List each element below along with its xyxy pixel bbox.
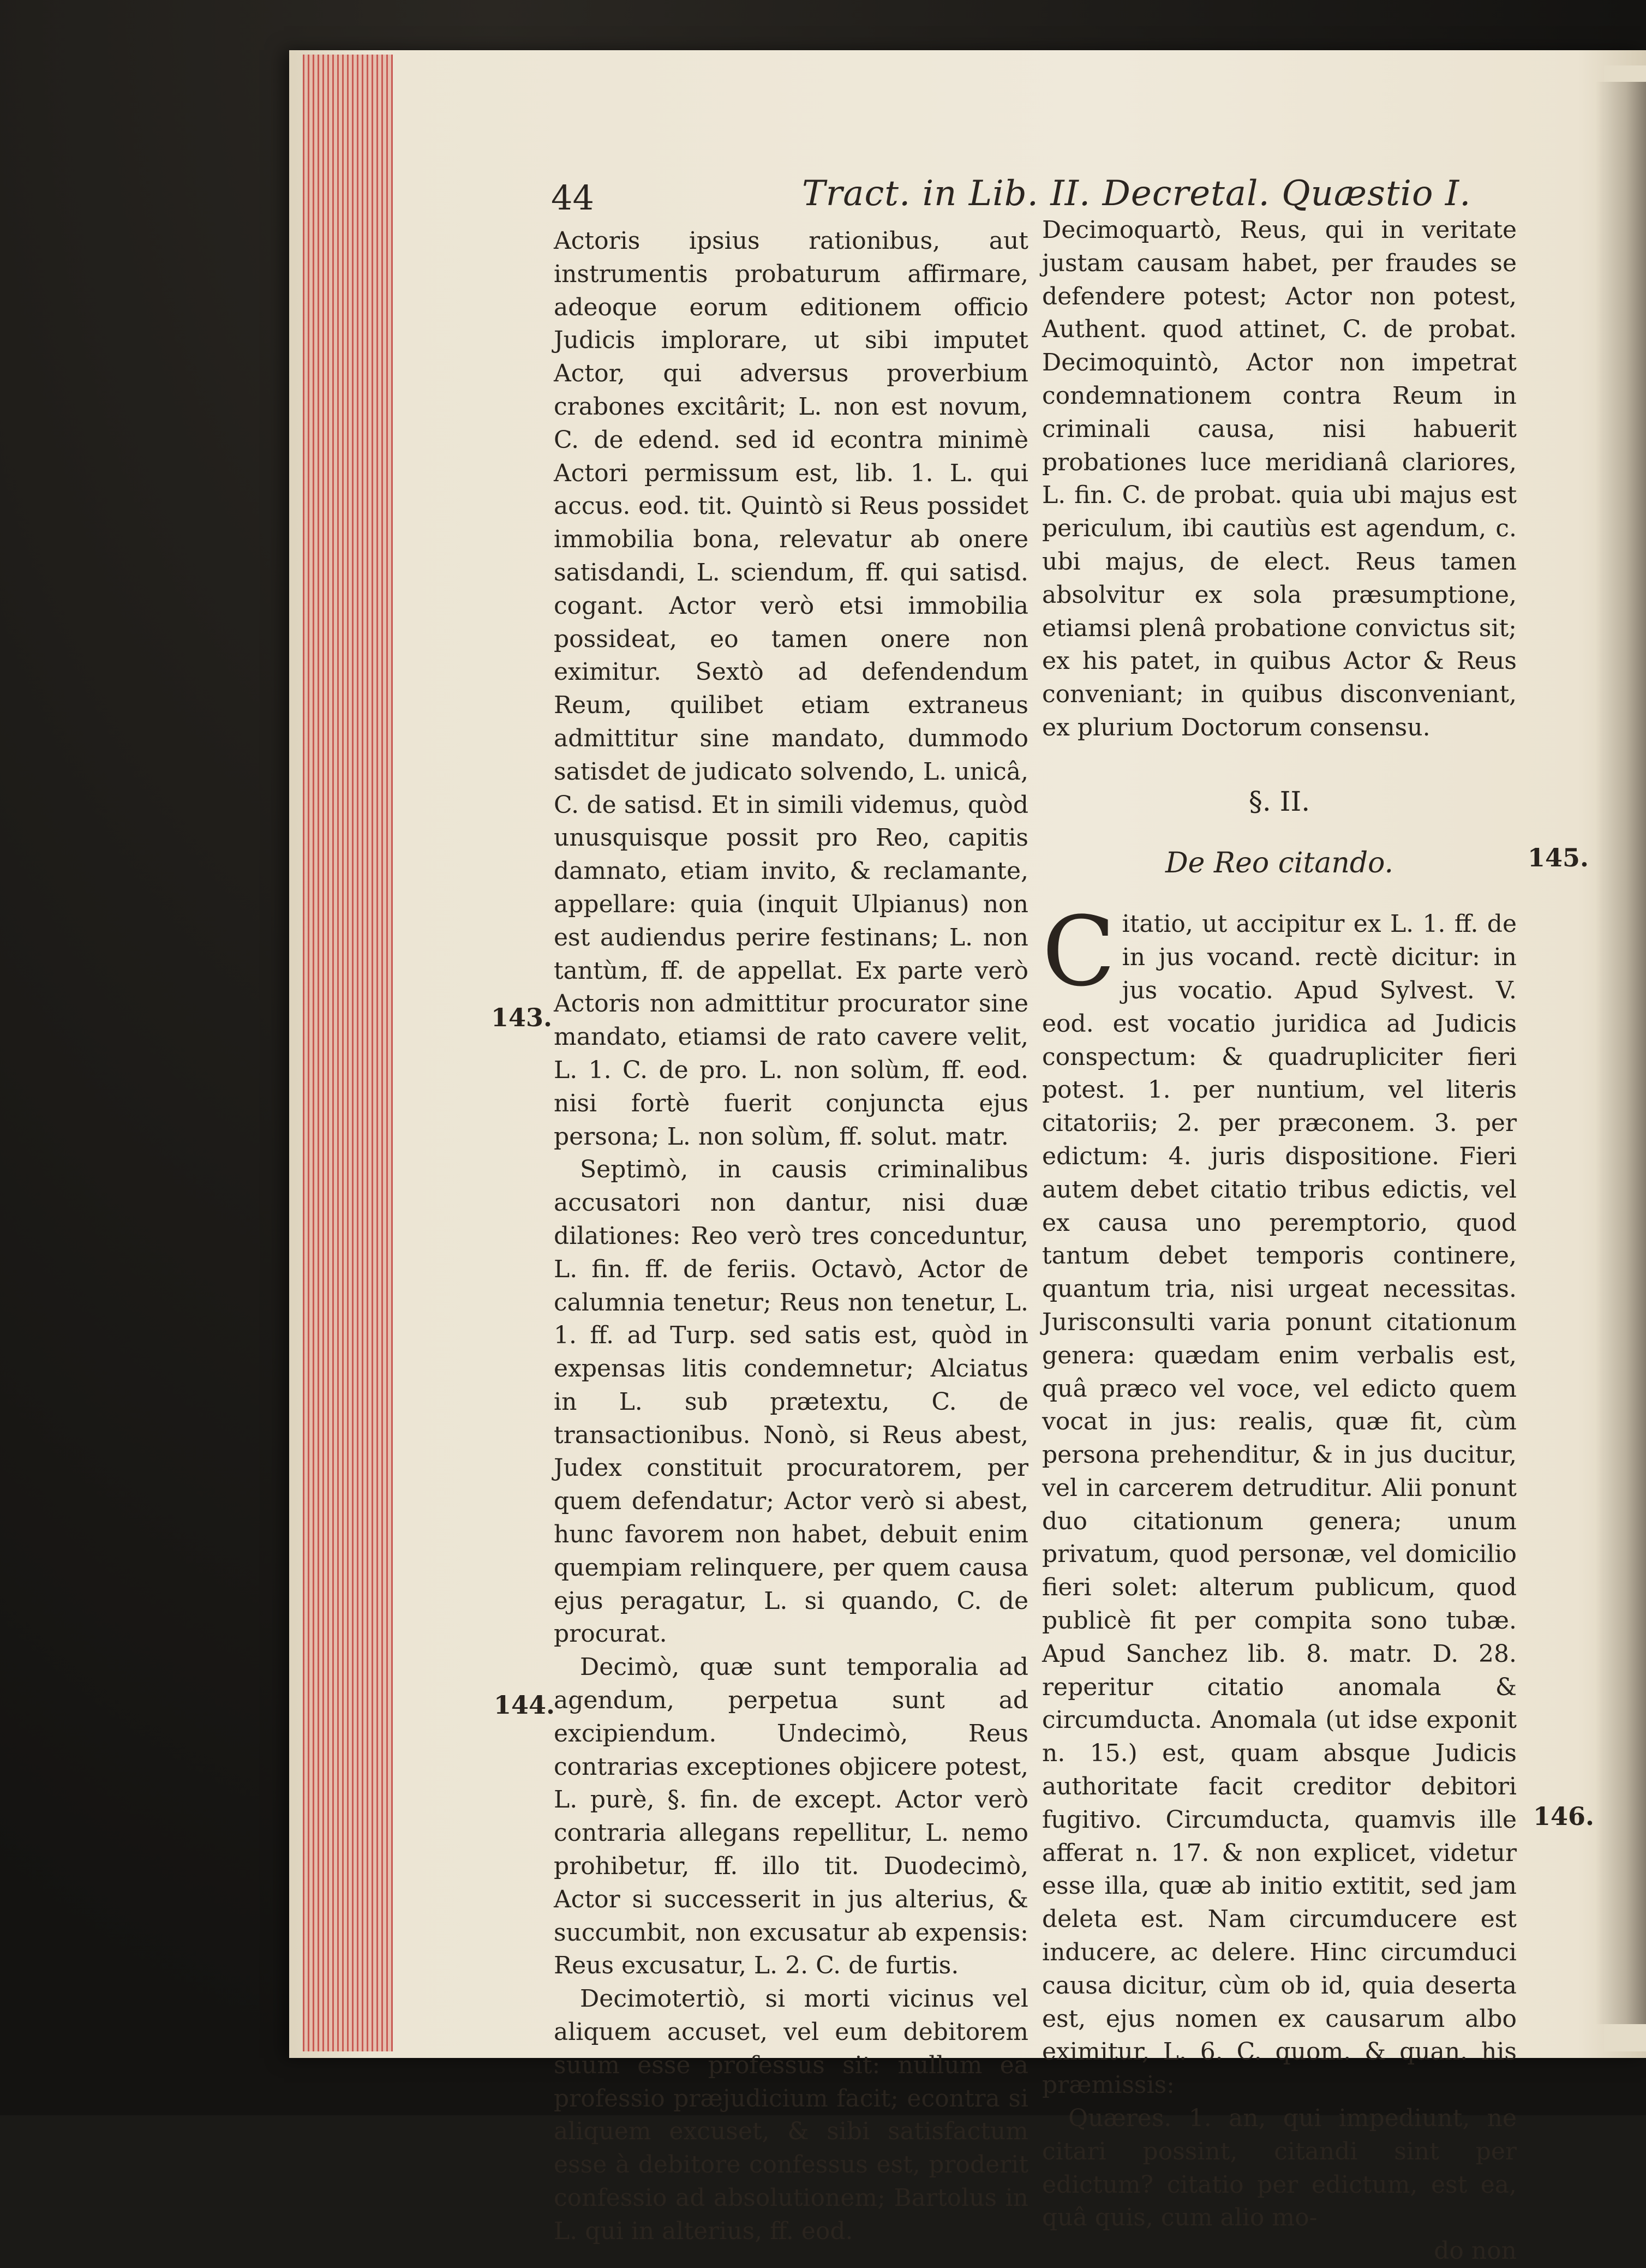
catchword: do non: [1434, 2237, 1517, 2265]
left-paragraph-1: Actoris ipsius rationibus, aut instrumentis probaturum affirmare, adeoque eorum editionem officio Judicis implorare, ut sibi imputet Actor, qui adversus proverbium crabones excitârit; L. non est novum, C. de edend. sed id econtra minimè Actori permissum est, lib. 1. L. qui accus. eod. tit. Quintò si Reus possidet immobilia bona, relevatur ab onere satisdandi, L. sciendum, ff. qui satisd. cogant. Actor verò etsi immobilia possideat, eo tamen onere non eximitur. Sextò ad defendendum Reum, quilibet etiam extraneus admittitur sine mandato, dummodo satisdet de judicato solvendo, L. unicâ, C. de satisd. Et in simili videmus, quòd unusquisque possit pro Reo, capitis damnato, etiam invito, & reclamante, appellare: quia (inquit Ulpianus) non est audiendus perire festinans; L. non tantùm, ff. de appellat. Ex parte verò Actoris non admittitur procurator sine mandato, etiamsi de rato cavere velit, L. 1. C. de pro. L. non solùm, ff. eod. nisi fortè fuerit conjuncta ejus persona; L. non solùm, ff. solut. matr.: [554, 227, 1028, 1151]
section-mark: §. II.: [1248, 785, 1310, 817]
margin-number-144: 144.: [494, 1690, 555, 1720]
running-title: Tract. in Lib. II. Decretal. Quæstio I.: [802, 173, 1471, 214]
quaeres-paragraph: Quæres. 1. an, qui impediunt, ne citari possint, citandi sint per edictum? citatio per edictum, est ea, quâ quis, cum alio mo-: [1042, 2104, 1517, 2232]
right-paragraph-1: Decimoquartò, Reus, qui in veritate justam causam habet, per fraudes se defendere potest; Actor non potest, Authent. quod attinet, C. de probat. Decimoquintò, Actor non impetrat condemnationem contra Reum in criminali causa, nisi habuerit probationes luce meridianâ clariores, L. fin. C. de probat. quia ubi majus est periculum, ibi cautiùs est agendum, c. ubi majus, de elect. Reus tamen absolvitur ex sola præsumptione, etiamsi plenâ probatione convictus sit; ex his patet, in quibus Actor & Reus conveniant; in quibus disconveniant, ex plurium Doctorum consensu.: [1042, 216, 1517, 741]
left-paragraph-3: Decimò, quæ sunt temporalia ad agendum, perpetua sunt ad excipiendum. Undecimò, Reus contrarias exceptiones objicere potest, L. purè, §. fin. de except. Actor verò contraria allegans repellitur, L. nemo prohibetur, ff. illo tit. Duodecimò, Actor si successerit in jus alterius, & succumbit, non excusatur ab expensis: Reus excusatur, L. 2. C. de furtis.: [554, 1653, 1028, 1980]
left-column: [554, 225, 1028, 2248]
left-paragraph-2: Septimò, in causis criminalibus accusatori non dantur, nisi duæ dilationes: Reo verò tres conceduntur, L. fin. ff. de feriis. Octavò, Actor de calumnia tenetur; Reus non tenetur, L. 1. ff. ad Turp. sed satis est, quòd in expensas litis condemnetur; Alciatus in L. sub prætextu, C. de transactionibus. Nonò, si Reus abest, Judex constituit procuratorem, per quem defendatur; Actor verò si abest, hunc favorem non habet, debuit enim quempiam relinquere, per quem causa ejus peragatur, L. si quando, C. de procurat.: [554, 1156, 1028, 1648]
page-number: 44: [551, 178, 594, 218]
red-page-edges: [303, 55, 393, 2051]
section-title: De Reo citando.: [1165, 846, 1394, 879]
citatio-paragraph: Citatio, ut accipitur ex L. 1. ff. de in jus vocand. rectè dicitur: in jus vocatio. Apud Sylvest. V. eod. est vocatio juridica ad Judicis conspectum: & quadrupliciter fieri potest. 1. per nuntium, vel literis citatoriis; 2. per præconem. 3. per edictum: 4. juris dispositione. Fieri autem debet citatio tribus edictis, vel ex causa uno peremptorio, quod tantum debet temporis continere, quantum tria, nisi urgeat necessitas. Jurisconsulti varia ponunt citationum genera: quædam enim verbalis est, quâ præco vel voce, vel edicto quem vocat in jus: realis, quæ fit, cùm persona prehenditur, & in jus ducitur, vel in carcerem detruditur. Alii ponunt duo citationum genera; unum privatum, quod personæ, vel domicilio fieri solet: alterum publicum, quod publicè fit per compita sono tubæ. Apud Sanchez lib. 8. matr. D. 28. reperitur citatio anomala & circumducta. Anomala (ut idse exponit n. 15.) est, quam absque Judicis authoritate facit creditor debitori fugitivo. Circumducta, quamvis ille afferat n. 17. & non explicet, videtur esse illa, quæ ab initio extitit, sed jam deleta est. Nam circumducere est inducere, ac delere. Hinc circumduci causa dicitur, cùm ob id, quia deserta est, ejus nomen ex causarum albo eximitur, L. 6. C. quom. & quan. his præmissis:: [1042, 896, 1517, 2099]
margin-number-145: 145.: [1528, 843, 1589, 872]
margin-number-146: 146.: [1533, 1802, 1595, 1831]
book-gutter-shadow: [1596, 82, 1646, 2024]
right-column: [1042, 214, 1517, 2268]
margin-number-143: 143.: [491, 1003, 553, 1032]
left-paragraph-4: Decimotertiò, si morti vicinus vel aliquem accuset, vel eum debitorem suum esse professus sit: nullum ea professio præjudicium facit; econtra si aliquem excuset, & sibi satisfactum esse à debitore confessus est, proderit confessio ad absolutionem; Bartolus in L. qui in alterius, ff. eod.: [554, 1985, 1028, 2245]
